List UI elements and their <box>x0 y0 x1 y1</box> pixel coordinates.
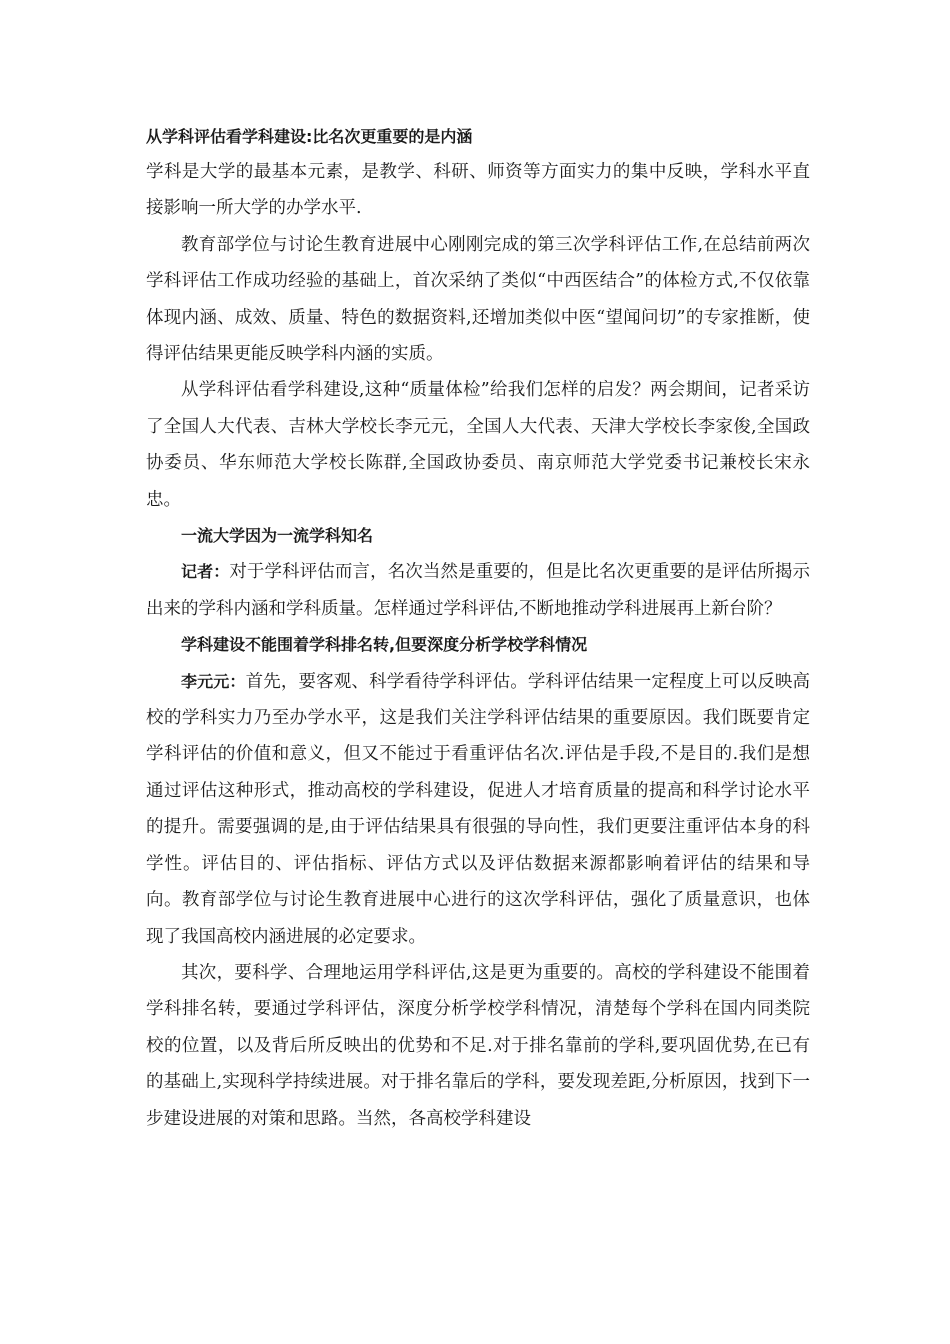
paragraph-interviewees: 从学科评估看学科建设,这种“质量体检”给我们怎样的启发？两会期间，记者采访了全国人大代表、吉林大学校长李元元，全国人大代表、天津大学校长李家俊,全国政协委员、华东师范大学校长陈群,全国政协委员、南京师范大学党委书记兼校长宋永忠。 <box>146 380 810 510</box>
paragraph-li-yuanyuan-answer <box>146 664 810 955</box>
paragraph-intro: 学科是大学的最基本元素，是教学、科研、师资等方面实力的集中反映，学科水平直接影响一所大学的办学水平. <box>146 162 810 219</box>
reporter-question-text: 对于学科评估而言，名次当然是重要的，但是比名次更重要的是评估所揭示出来的学科内涵和学科质量。怎样通过学科评估,不断地推动学科进展再上新台阶？ <box>146 562 810 619</box>
section-heading-first-class: 一流大学因为一流学科知名 <box>181 526 374 546</box>
speaker-label-li-yuanyuan: 李元元： <box>181 671 246 691</box>
document-title: 从学科评估看学科建设:比名次更重要的是内涵 <box>146 127 473 146</box>
document-page <box>146 120 810 1137</box>
paragraph-evaluation-method: 教育部学位与讨论生教育进展中心刚刚完成的第三次学科评估工作,在总结前两次学科评估工作成功经验的基础上，首次采纳了类似“中西医结合”的体检方式,不仅依靠体现内涵、成效、质量、特色的数据资料,还增加类似中医“望闻问切”的专家推断，使得评估结果更能反映学科内涵的实质。 <box>146 234 810 365</box>
paragraph-reporter-question <box>146 554 810 627</box>
speaker-label-reporter: 记者： <box>181 562 230 582</box>
section-heading-ranking: 学科建设不能围着学科排名转,但要深度分析学校学科情况 <box>181 635 588 655</box>
paragraph-second-point: 其次，要科学、合理地运用学科评估,这是更为重要的。高校的学科建设不能围着学科排名转，要通过学科评估，深度分析学校学科情况，清楚每个学科在国内同类院校的位置，以及背后所反映出的优势和不足.对于排名靠前的学科,要巩固优势,在已有的基础上,实现科学持续进展。对于排名靠后的学科，要发现差距,分析原因，找到下一步建设进展的对策和思路。当然，各高校学科建设 <box>146 962 810 1129</box>
li-yuanyuan-answer-text: 首先，要客观、科学看待学科评估。学科评估结果一定程度上可以反映高校的学科实力乃至办学水平，这是我们关注学科评估结果的重要原因。我们既要肯定学科评估的价值和意义，但又不能过于看重评估名次.评估是手段,不是目的.我们是想通过评估这种形式，推动高校的学科建设，促进人才培育质量的提高和科学讨论水平的提升。需要强调的是,由于评估结果具有很强的导向性，我们更要注重评估本身的科学性。评估目的、评估指标、评估方式以及评估数据来源都影响着评估的结果和导向。教育部学位与讨论生教育进展中心进行的这次学科评估，强化了质量意识，也体现了我国高校内涵进展的必定要求。 <box>146 671 810 947</box>
